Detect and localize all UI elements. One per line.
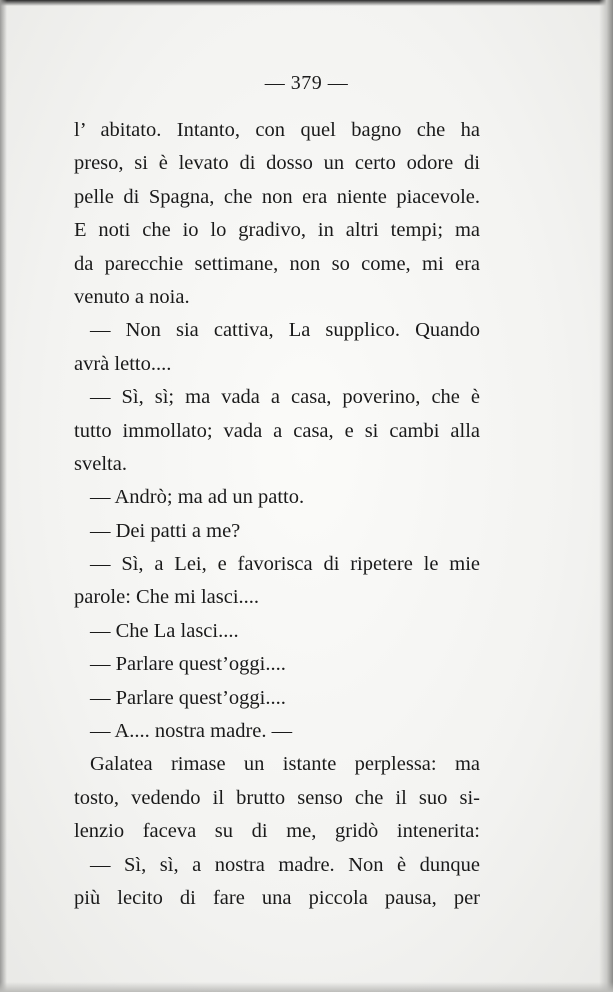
text-line: — Sì, a Lei, e favorisca di ripetere le mie [90,553,480,576]
text-line: più lecito di fare una piccola pausa, per [74,886,480,909]
text-line: Galatea rimase un istante perplessa: ma [90,753,480,776]
scan-edge-bottom [0,982,613,992]
text-line: tutto immollato; vada a casa, e si cambi alla [74,419,480,442]
text-line: — A.... nostra madre. — [90,720,293,743]
text-line: — Andrò; ma ad un patto. [90,486,305,509]
text-line: — Dei patti a me? [90,519,241,542]
text-line: avrà letto.... [74,352,172,375]
text-line: l’ abitato. Intanto, con quel bagno che ha [74,119,480,141]
text-line: E noti che io lo gradivo, in altri tempi; ma [74,219,480,242]
text-line: parole: Che mi lasci.... [74,586,260,609]
scan-edge-right [599,0,613,992]
text-line: — Sì, sì; ma vada a casa, poverino, che è [90,386,480,409]
text-line: tosto, vedendo il brutto senso che il suo si- [74,786,480,809]
text-line: pelle di Spagna, che non era niente piacevole. [74,185,480,208]
text-line: preso, si è levato di dosso un certo odore di [74,152,480,175]
text-line: lenzio faceva su di me, gridò intenerita: [74,820,480,843]
text-line: venuto a noia. [74,285,190,308]
text-line: — Parlare quest’oggi.... [90,686,286,709]
scan-edge-top [0,0,613,6]
text-line: svelta. [74,452,127,475]
text-line: — Sì, sì, a nostra madre. Non è dunque [90,853,480,876]
page-number: — 379 — [264,72,349,94]
text-line: — Non sia cattiva, La supplico. Quando [90,319,480,342]
scan-edge-left [0,0,7,992]
text-line: — Che La lasci.... [90,619,239,642]
text-line: da parecchie settimane, non so come, mi era [74,252,480,275]
body-text [74,114,480,915]
text-line: — Parlare quest’oggi.... [90,653,286,676]
